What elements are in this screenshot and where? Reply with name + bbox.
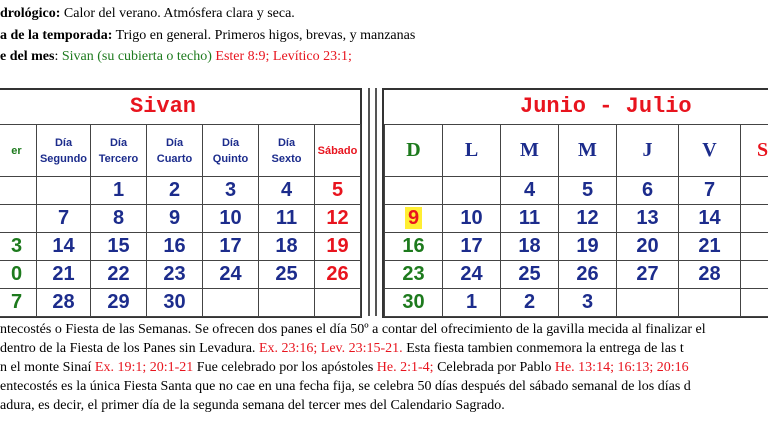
note-line-2 [0,339,768,358]
sivan-day-cell: 2 [147,177,203,205]
sivan-calendar [0,88,362,318]
note-line-1 [0,320,768,339]
sivan-day-cell: 22 [91,261,147,289]
sivan-grid [0,124,361,317]
junio-day-cell: 17 [443,233,501,261]
junio-day-cell: 10 [443,205,501,233]
sivan-day-cell: 4 [259,177,315,205]
month-colon: : [54,49,62,64]
junio-day-cell: 3 [559,289,617,317]
sivan-day-cell: 7 [0,289,37,317]
sivan-day-cell: 19 [315,233,361,261]
junio-day-cell: 26 [559,261,617,289]
junio-julio-calendar [382,88,768,318]
sivan-day-cell: 12 [315,205,361,233]
note-3b: Fue celebrado por los apóstoles [193,360,377,375]
junio-day-cell: 13 [617,205,679,233]
junio-header-6: S [741,125,768,177]
hydrologic-text: Calor del verano. Atmósfera clara y seca. [60,6,295,21]
note-3-ref-2: He. 2:1-4; [376,360,434,375]
note-4-text: entecostés es la única Fiesta Santa que no cae en una fecha fija, se celebra 50 días después del sábado semanal de los días d [0,379,691,394]
hydrologic-line [0,6,295,22]
junio-header-5: V [679,125,741,177]
sivan-header-line1: Sábado [317,144,358,157]
junio-day-cell [741,233,768,261]
month-line [0,49,352,65]
pentecost-notes [0,320,768,415]
junio-day-cell: 20 [617,233,679,261]
note-line-4 [0,377,768,396]
junio-day-cell [385,205,443,233]
junio-day-cell [741,261,768,289]
sivan-day-cell: 0 [0,261,37,289]
sivan-day-cell: 18 [259,233,315,261]
sivan-header-line2: Tercero [98,152,139,165]
panel-divider-2 [375,88,377,316]
junio-day-cell [385,177,443,205]
sivan-header-5 [259,125,315,177]
sivan-day-cell: 25 [259,261,315,289]
note-3a: n el monte Sinaí [0,360,95,375]
sivan-day-cell: 16 [147,233,203,261]
junio-day-cell [617,289,679,317]
junio-day-cell: 19 [559,233,617,261]
junio-day-cell: 18 [501,233,559,261]
junio-day-cell: 11 [501,205,559,233]
junio-day-cell: 6 [617,177,679,205]
sivan-day-cell [0,205,37,233]
panel-divider [368,88,370,316]
junio-header-0: D [385,125,443,177]
sivan-header-1 [37,125,91,177]
sivan-header-6 [315,125,361,177]
junio-day-cell: 5 [559,177,617,205]
sivan-day-cell [315,289,361,317]
junio-day-cell: 2 [501,289,559,317]
junio-day-cell: 23 [385,261,443,289]
junio-day-cell: 24 [443,261,501,289]
note-5-text: adura, es decir, el primer día de la segunda semana del tercer mes del Calendario Sagrado. [0,398,505,413]
sivan-header-line2: Segundo [39,152,88,165]
note-3-ref-1: Ex. 19:1; 20:1-21 [94,360,194,375]
junio-day-cell [741,289,768,317]
junio-julio-grid [384,124,768,317]
note-2b: Esta fiesta tambien conmemora la entrega de las t [402,341,684,356]
sivan-day-cell: 17 [203,233,259,261]
season-line [0,28,415,44]
junio-day-cell [679,289,741,317]
sivan-day-cell: 29 [91,289,147,317]
note-2a: dentro de la Fiesta de los Panes sin Levadura. [0,341,259,356]
sivan-day-cell: 14 [37,233,91,261]
junio-day-cell [741,177,768,205]
month-label: e del mes [0,49,55,64]
sivan-day-cell: 26 [315,261,361,289]
sivan-day-cell: 10 [203,205,259,233]
sivan-day-cell [203,289,259,317]
sivan-header-line2: er [11,144,22,157]
junio-day-cell: 28 [679,261,741,289]
sivan-day-cell: 23 [147,261,203,289]
note-line-3 [0,358,768,377]
junio-day-cell [741,205,768,233]
sivan-day-cell: 15 [91,233,147,261]
sivan-day-cell: 8 [91,205,147,233]
sivan-day-cell: 28 [37,289,91,317]
junio-day-cell: 4 [501,177,559,205]
sivan-header-line1: Día [165,136,184,149]
sivan-day-cell: 11 [259,205,315,233]
season-label: a de la temporada: [0,28,113,43]
sivan-header-line2: Sexto [271,152,302,165]
note-1-text: ntecostés o Fiesta de las Semanas. Se ofrecen dos panes el día 50º a contar del ofrecimiento de la gavilla mecida al finalizar el [0,322,706,337]
junio-day-cell: 14 [679,205,741,233]
highlighted-day: 9 [405,207,422,229]
sivan-day-cell: 1 [91,177,147,205]
sivan-day-cell [0,177,37,205]
sivan-day-cell [259,289,315,317]
sivan-header-line1: Día [109,136,128,149]
hydrologic-label: drológico: [0,6,61,21]
junio-day-cell: 25 [501,261,559,289]
sivan-header-0 [0,125,37,177]
junio-header-4: J [617,125,679,177]
note-2-ref: Ex. 23:16; Lev. 23:15-21. [258,341,403,356]
junio-day-cell [443,177,501,205]
junio-header-3: M [559,125,617,177]
month-name-ref: Sivan (su cubierta o techo) [61,49,212,64]
sivan-header-2 [91,125,147,177]
sivan-header-line2: Cuarto [156,152,193,165]
junio-day-cell: 1 [443,289,501,317]
junio-day-cell: 30 [385,289,443,317]
month-bible-ref: Ester 8:9; Levítico 23:1; [211,49,352,64]
junio-day-cell: 27 [617,261,679,289]
sivan-day-cell: 3 [203,177,259,205]
junio-day-cell: 21 [679,233,741,261]
note-line-5 [0,396,768,415]
sivan-day-cell [37,177,91,205]
sivan-day-cell: 9 [147,205,203,233]
sivan-header-3 [147,125,203,177]
sivan-day-cell: 5 [315,177,361,205]
junio-header-2: M [501,125,559,177]
sivan-day-cell: 21 [37,261,91,289]
season-text: Trigo en general. Primeros higos, brevas, y manzanas [112,28,416,43]
sivan-title: Sivan [130,94,197,119]
sivan-header-line1: Día [277,136,296,149]
sivan-header-line1: Día [221,136,240,149]
sivan-header-4 [203,125,259,177]
note-3-ref-3: He. 13:14; 16:13; 20:16 [554,360,689,375]
note-3c: Celebrada por Pablo [433,360,555,375]
sivan-day-cell: 3 [0,233,37,261]
sivan-day-cell: 24 [203,261,259,289]
junio-day-cell: 7 [679,177,741,205]
sivan-day-cell: 30 [147,289,203,317]
sivan-header-line1: Día [54,136,73,149]
sivan-header-line2: Quinto [212,152,249,165]
junio-day-cell: 16 [385,233,443,261]
junio-day-cell: 12 [559,205,617,233]
junio-julio-title: Junio - Julio [520,94,692,119]
junio-header-1: L [443,125,501,177]
sivan-day-cell: 7 [37,205,91,233]
